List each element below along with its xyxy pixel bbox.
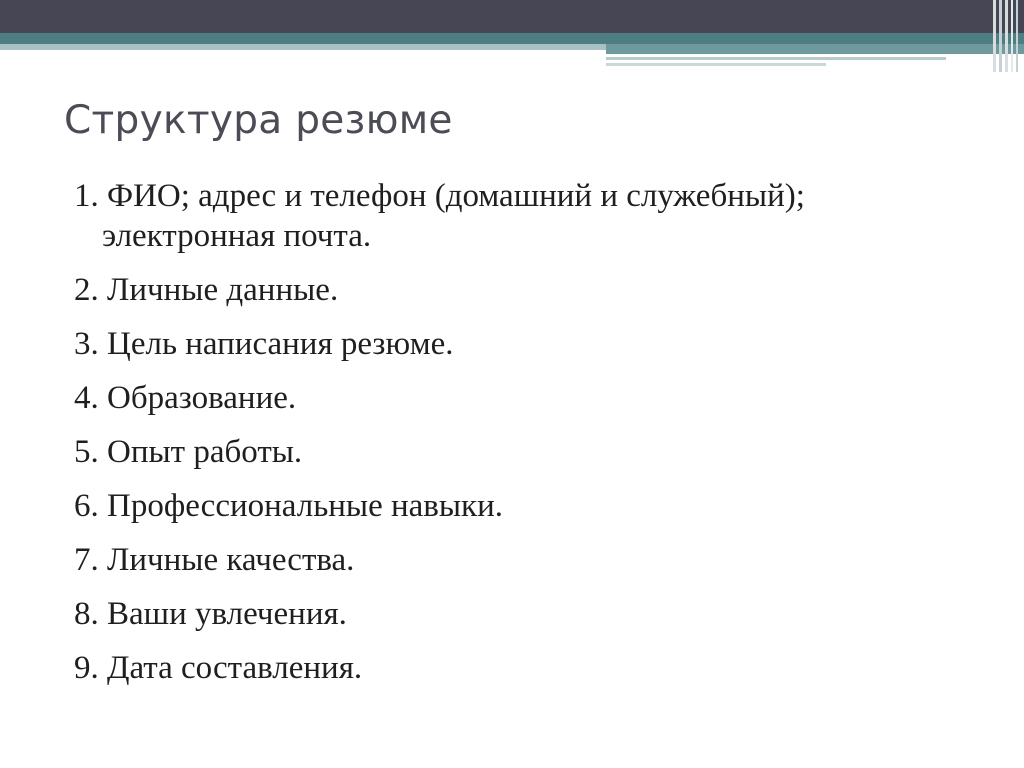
header-stripe (1011, 0, 1013, 72)
list-item: 9. Дата составления. (74, 650, 363, 686)
header-stripe (1005, 0, 1008, 72)
resume-structure-list (74, 176, 974, 702)
header-stripe (999, 0, 1002, 72)
list-item: 2. Личные данные. (74, 272, 339, 308)
header-banner-dark (0, 0, 1024, 33)
header-stripe (1016, 0, 1018, 72)
header-banner-accent-left (0, 44, 610, 50)
list-item: 8. Ваши увлечения. (74, 596, 347, 632)
list-item: 6. Профессиональные навыки. (74, 488, 503, 524)
slide-title: Структура резюме (64, 98, 453, 143)
header-banner-teal (0, 33, 1024, 44)
header-accent-line (606, 63, 826, 66)
list-item: 4. Образование. (74, 380, 297, 416)
header-accent-line (606, 57, 946, 60)
list-item: 5. Опыт работы. (74, 434, 303, 470)
list-item: 1. ФИО; адрес и телефон (домашний и служебный); электронная почта. (74, 178, 805, 254)
list-item: 7. Личные качества. (74, 542, 355, 578)
list-item: 3. Цель написания резюме. (74, 326, 454, 362)
header-stripe (993, 0, 996, 72)
header-banner-accent-right (606, 44, 1024, 54)
